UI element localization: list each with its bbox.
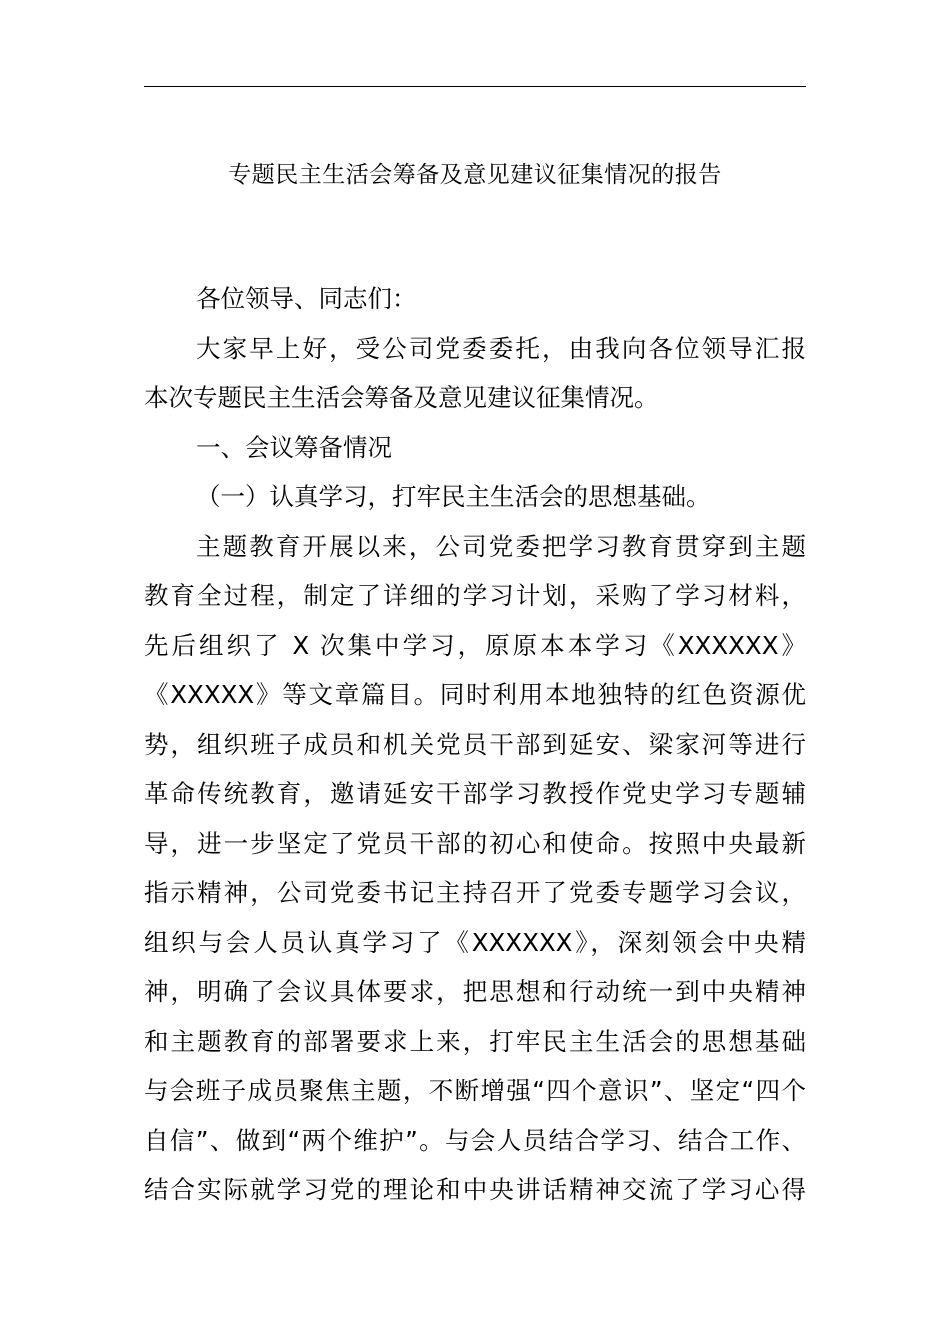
header-rule — [144, 86, 806, 87]
paragraph-line: 本次专题民主生活会筹备及意见建议征集情况。 — [144, 383, 659, 412]
paragraph-line: 主题教育开展以来，公司党委把学习教育贯穿到主题 — [196, 531, 806, 561]
paragraph-line: 革命传统教育，邀请延安干部学习教授作党史学习专题辅 — [144, 779, 806, 808]
paragraph-line: 教育全过程，制定了详细的学习计划，采购了学习材料， — [144, 581, 806, 610]
document-title: 专题民主生活会筹备及意见建议征集情况的报告 — [228, 162, 722, 188]
paragraph-line: 组织与会人员认真学习了《XXXXXX》，深刻领会中央精 — [144, 927, 806, 957]
paragraph-line: 先后组织了 X 次集中学习，原原本本学习《XXXXXX》 — [144, 630, 806, 660]
document-body — [144, 274, 806, 1215]
paragraph-line: 《XXXXX》等文章篇目。同时利用本地独特的红色资源优 — [144, 680, 806, 709]
subsection-heading: （一）认真学习，打牢民主生活会的思想基础。 — [196, 482, 711, 511]
section-heading: 一、会议筹备情况 — [196, 432, 392, 462]
paragraph-line: 势，组织班子成员和机关党员干部到延安、梁家河等进行 — [144, 729, 806, 759]
paragraph-line: 导，进一步坚定了党员干部的初心和使命。按照中央最新 — [144, 828, 806, 858]
paragraph-line: 指示精神，公司党委书记主持召开了党委专题学习会议， — [144, 878, 806, 907]
paragraph-line: 自信”、做到“两个维护”。与会人员结合学习、结合工作、 — [144, 1125, 806, 1155]
salutation: 各位领导、同志们： — [196, 284, 417, 313]
paragraph-line: 神，明确了会议具体要求，把思想和行动统一到中央精神 — [144, 977, 806, 1006]
paragraph-line: 与会班子成员聚焦主题，不断增强“四个意识”、坚定“四个 — [144, 1076, 806, 1105]
paragraph-line: 结合实际就学习党的理论和中央讲话精神交流了学习心得 — [144, 1175, 806, 1204]
paragraph-line: 和主题教育的部署要求上来，打牢民主生活会的思想基础 — [144, 1026, 806, 1056]
paragraph-line: 大家早上好，受公司党委委托，由我向各位领导汇报 — [196, 333, 806, 363]
